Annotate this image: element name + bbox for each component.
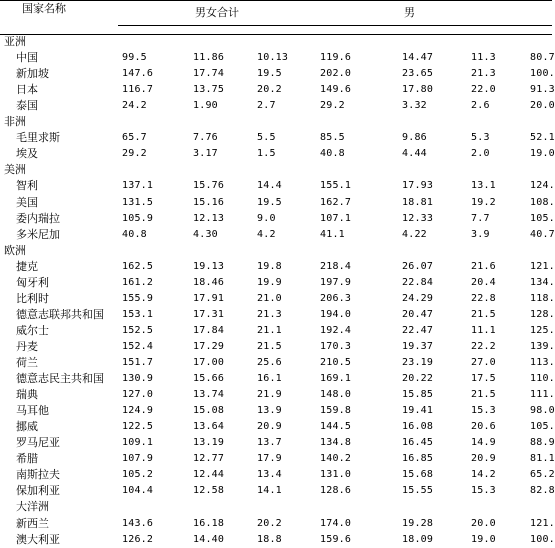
country-name: 荷兰: [16, 356, 38, 369]
value-cell: 23.19: [402, 357, 434, 368]
value-cell: 22.84: [402, 276, 434, 288]
value-cell: 105.9: [122, 212, 154, 224]
country-name: 瑞典: [16, 388, 38, 402]
value-cell: 105.: [530, 212, 555, 224]
region-row: [0, 34, 552, 50]
value-cell: 17.31: [193, 308, 225, 320]
value-cell: 17.84: [193, 324, 225, 336]
value-cell: 17.93: [402, 180, 434, 192]
value-cell: 80.7: [530, 52, 555, 64]
value-cell: 137.1: [122, 180, 154, 192]
value-cell: 20.0: [530, 100, 555, 112]
value-cell: 11.3: [471, 52, 496, 64]
value-cell: 19.0: [530, 148, 555, 160]
value-cell: 18.09: [402, 533, 434, 545]
value-cell: 151.7: [122, 357, 154, 368]
value-cell: 15.16: [193, 196, 225, 208]
value-cell: 128.6: [320, 485, 352, 497]
value-cell: 122.5: [122, 421, 154, 433]
value-cell: 9.0: [257, 212, 276, 224]
value-cell: 134.8: [320, 437, 352, 449]
value-cell: 14.1: [257, 485, 282, 497]
header-country-name: 国家名称: [22, 2, 66, 15]
value-cell: 20.4: [471, 276, 496, 288]
value-cell: 148.0: [320, 389, 352, 401]
table-row: [0, 403, 555, 419]
value-cell: 5.3: [471, 132, 490, 144]
value-cell: 29.2: [122, 148, 147, 160]
value-cell: 139.: [530, 340, 555, 352]
country-name: 丹麦: [16, 339, 38, 353]
country-name: 中国: [16, 51, 38, 65]
value-cell: 88.9: [530, 437, 555, 449]
value-cell: 127.0: [122, 389, 154, 401]
value-cell: 218.4: [320, 260, 352, 272]
value-cell: 21.5: [257, 340, 282, 352]
value-cell: 174.0: [320, 517, 352, 529]
country-name: 德意志联邦共和国: [16, 307, 104, 321]
country-name: 澳大利亚: [16, 532, 60, 546]
value-cell: 162.5: [122, 260, 154, 272]
region-name: 大洋洲: [16, 500, 49, 514]
table-row: [0, 66, 555, 82]
value-cell: 14.9: [471, 437, 496, 449]
top-rule: [0, 0, 552, 1]
value-cell: 11.1: [471, 324, 496, 336]
region-row: [0, 114, 552, 130]
value-cell: 17.29: [193, 340, 225, 352]
value-cell: 113.: [530, 357, 555, 368]
value-cell: 131.5: [122, 196, 154, 208]
value-cell: 22.2: [471, 340, 496, 352]
header-sub-rule: [118, 25, 552, 26]
country-name: 马耳他: [16, 404, 49, 418]
value-cell: 12.58: [193, 485, 225, 497]
value-cell: 12.44: [193, 469, 225, 481]
value-cell: 15.66: [193, 373, 225, 385]
country-name: 比利时: [16, 291, 49, 305]
table-row: [0, 146, 555, 162]
value-cell: 159.8: [320, 405, 352, 417]
value-cell: 20.9: [257, 421, 282, 433]
table-row: [0, 419, 555, 435]
value-cell: 143.6: [122, 517, 154, 529]
country-name: 埃及: [16, 147, 38, 161]
header-group-male: 男: [404, 6, 415, 19]
value-cell: 5.5: [257, 132, 276, 144]
value-cell: 21.3: [257, 308, 282, 320]
value-cell: 17.74: [193, 68, 225, 80]
value-cell: 2.0: [471, 148, 490, 160]
value-cell: 2.7: [257, 100, 276, 112]
value-cell: 16.08: [402, 421, 434, 433]
value-cell: 15.76: [193, 180, 225, 192]
country-name: 保加利亚: [16, 484, 60, 498]
country-name: 德意志民主共和国: [16, 372, 104, 386]
value-cell: 20.6: [471, 421, 496, 433]
country-name: 罗马尼亚: [16, 436, 60, 450]
value-cell: 13.4: [257, 469, 282, 481]
value-cell: 7.7: [471, 212, 490, 224]
value-cell: 19.13: [193, 260, 225, 272]
value-cell: 152.4: [122, 340, 154, 352]
value-cell: 121.: [530, 517, 555, 529]
value-cell: 13.64: [193, 421, 225, 433]
value-cell: 26.07: [402, 260, 434, 272]
table-row: [0, 259, 555, 275]
value-cell: 40.8: [320, 148, 345, 160]
table-row: [0, 178, 555, 194]
value-cell: 82.8: [530, 485, 555, 497]
value-cell: 107.1: [320, 212, 352, 224]
value-cell: 4.22: [402, 228, 427, 240]
table-row: [0, 339, 555, 355]
value-cell: 15.3: [471, 405, 496, 417]
value-cell: 40.8: [122, 228, 147, 240]
value-cell: 16.85: [402, 453, 434, 465]
value-cell: 20.0: [471, 517, 496, 529]
value-cell: 22.8: [471, 292, 496, 304]
table-row: [0, 387, 555, 403]
value-cell: 170.3: [320, 340, 352, 352]
table-row: [0, 130, 555, 146]
country-name: 委内瑞拉: [16, 211, 60, 225]
value-cell: 20.2: [257, 84, 282, 96]
value-cell: 125.: [530, 324, 555, 336]
value-cell: 65.7: [122, 132, 147, 144]
value-cell: 15.55: [402, 485, 434, 497]
value-cell: 20.22: [402, 373, 434, 385]
value-cell: 17.00: [193, 357, 225, 368]
table-row: [0, 98, 555, 114]
value-cell: 105.2: [122, 469, 154, 481]
value-cell: 13.74: [193, 389, 225, 401]
value-cell: 19.37: [402, 340, 434, 352]
value-cell: 3.17: [193, 148, 218, 160]
value-cell: 23.65: [402, 68, 434, 80]
value-cell: 41.1: [320, 228, 345, 240]
country-name: 智利: [16, 179, 38, 193]
table-row: [0, 211, 555, 227]
value-cell: 161.2: [122, 276, 154, 288]
value-cell: 13.1: [471, 180, 496, 192]
table-row: [0, 516, 555, 532]
value-cell: 14.40: [193, 533, 225, 545]
value-cell: 9.86: [402, 132, 427, 144]
value-cell: 4.30: [193, 228, 218, 240]
table-row: [0, 451, 555, 467]
value-cell: 144.5: [320, 421, 352, 433]
value-cell: 210.5: [320, 357, 352, 368]
value-cell: 20.47: [402, 308, 434, 320]
value-cell: 126.2: [122, 533, 154, 545]
value-cell: 15.85: [402, 389, 434, 401]
value-cell: 116.7: [122, 84, 154, 96]
region-row: [0, 499, 552, 515]
value-cell: 22.47: [402, 324, 434, 336]
value-cell: 194.0: [320, 308, 352, 320]
value-cell: 118.: [530, 292, 555, 304]
value-cell: 18.46: [193, 276, 225, 288]
value-cell: 16.45: [402, 437, 434, 449]
table-row: [0, 467, 555, 483]
value-cell: 155.1: [320, 180, 352, 192]
value-cell: 13.9: [257, 405, 282, 417]
value-cell: 149.6: [320, 84, 352, 96]
header-group-total: 男女合计: [195, 6, 239, 19]
value-cell: 85.5: [320, 132, 345, 144]
value-cell: 17.9: [257, 453, 282, 465]
table-row: [0, 323, 555, 339]
country-name: 毛里求斯: [16, 131, 60, 145]
value-cell: 22.0: [471, 84, 496, 96]
value-cell: 197.9: [320, 276, 352, 288]
country-name: 美国: [16, 195, 38, 209]
value-cell: 100.: [530, 68, 555, 80]
value-cell: 98.0: [530, 405, 555, 417]
value-cell: 12.33: [402, 212, 434, 224]
country-name: 多米尼加: [16, 227, 60, 241]
value-cell: 91.3: [530, 84, 555, 96]
value-cell: 1.90: [193, 100, 218, 112]
value-cell: 81.1: [530, 453, 555, 465]
value-cell: 108.: [530, 196, 555, 208]
value-cell: 12.77: [193, 453, 225, 465]
value-cell: 21.6: [471, 260, 496, 272]
value-cell: 15.68: [402, 469, 434, 481]
value-cell: 104.4: [122, 485, 154, 497]
value-cell: 13.75: [193, 84, 225, 96]
region-name: 亚洲: [4, 35, 26, 48]
country-name: 新加坡: [16, 67, 49, 81]
region-row: [0, 243, 552, 259]
value-cell: 20.2: [257, 517, 282, 529]
value-cell: 19.9: [257, 276, 282, 288]
table-row: [0, 195, 555, 211]
value-cell: 147.6: [122, 68, 154, 80]
value-cell: 202.0: [320, 68, 352, 80]
value-cell: 17.91: [193, 292, 225, 304]
value-cell: 119.6: [320, 52, 352, 64]
value-cell: 19.5: [257, 68, 282, 80]
value-cell: 19.2: [471, 196, 496, 208]
value-cell: 153.1: [122, 308, 154, 320]
table-row: [0, 50, 555, 66]
value-cell: 130.9: [122, 373, 154, 385]
country-name: 新西兰: [16, 516, 49, 530]
value-cell: 19.8: [257, 260, 282, 272]
region-name: 非洲: [4, 115, 26, 129]
value-cell: 206.3: [320, 292, 352, 304]
table-row: [0, 307, 555, 323]
value-cell: 19.41: [402, 405, 434, 417]
value-cell: 52.1: [530, 132, 555, 144]
value-cell: 16.1: [257, 373, 282, 385]
value-cell: 192.4: [320, 324, 352, 336]
value-cell: 19.28: [402, 517, 434, 529]
value-cell: 21.0: [257, 292, 282, 304]
value-cell: 2.6: [471, 100, 490, 112]
value-cell: 3.9: [471, 228, 490, 240]
value-cell: 19.5: [257, 196, 282, 208]
value-cell: 24.29: [402, 292, 434, 304]
value-cell: 14.2: [471, 469, 496, 481]
country-name: 希腊: [16, 452, 38, 466]
value-cell: 16.18: [193, 517, 225, 529]
table-row: [0, 275, 555, 291]
country-name: 匈牙利: [16, 275, 49, 289]
value-cell: 131.0: [320, 469, 352, 481]
value-cell: 15.3: [471, 485, 496, 497]
value-cell: 21.1: [257, 324, 282, 336]
value-cell: 15.08: [193, 405, 225, 417]
value-cell: 100.: [530, 533, 555, 545]
value-cell: 65.2: [530, 469, 555, 481]
region-name: 美洲: [4, 163, 26, 177]
value-cell: 134.: [530, 276, 555, 288]
value-cell: 121.: [530, 260, 555, 272]
value-cell: 7.76: [193, 132, 218, 144]
value-cell: 17.5: [471, 373, 496, 385]
value-cell: 124.: [530, 180, 555, 192]
value-cell: 155.9: [122, 292, 154, 304]
value-cell: 99.5: [122, 52, 147, 64]
value-cell: 25.6: [257, 357, 282, 368]
country-name: 挪威: [16, 420, 38, 434]
value-cell: 19.0: [471, 533, 496, 545]
region-name: 欧洲: [4, 243, 26, 257]
region-row: [0, 162, 552, 178]
value-cell: 21.3: [471, 68, 496, 80]
table-row: [0, 371, 555, 387]
value-cell: 110.: [530, 373, 555, 385]
value-cell: 18.8: [257, 533, 282, 545]
table-row: [0, 227, 555, 243]
value-cell: 13.19: [193, 437, 225, 449]
table-row: [0, 291, 555, 307]
value-cell: 12.13: [193, 212, 225, 224]
value-cell: 124.9: [122, 405, 154, 417]
value-cell: 109.1: [122, 437, 154, 449]
value-cell: 14.4: [257, 180, 282, 192]
value-cell: 162.7: [320, 196, 352, 208]
value-cell: 40.7: [530, 228, 555, 240]
value-cell: 105.: [530, 421, 555, 433]
value-cell: 18.81: [402, 196, 434, 208]
value-cell: 13.7: [257, 437, 282, 449]
table-row: [0, 355, 555, 371]
value-cell: 169.1: [320, 373, 352, 385]
country-name: 南斯拉夫: [16, 468, 60, 482]
country-name: 捷克: [16, 259, 38, 273]
value-cell: 29.2: [320, 100, 345, 112]
table-row: [0, 532, 555, 548]
value-cell: 4.2: [257, 228, 276, 240]
value-cell: 20.9: [471, 453, 496, 465]
value-cell: 21.9: [257, 389, 282, 401]
value-cell: 3.32: [402, 100, 427, 112]
value-cell: 107.9: [122, 453, 154, 465]
value-cell: 4.44: [402, 148, 427, 160]
value-cell: 21.5: [471, 308, 496, 320]
value-cell: 17.80: [402, 84, 434, 96]
value-cell: 111.: [530, 389, 555, 401]
value-cell: 24.2: [122, 100, 147, 112]
table-row: [0, 483, 555, 499]
value-cell: 128.: [530, 308, 555, 320]
country-name: 日本: [16, 83, 38, 97]
value-cell: 11.86: [193, 52, 225, 64]
value-cell: 152.5: [122, 324, 154, 336]
table-row: [0, 82, 555, 98]
value-cell: 140.2: [320, 453, 352, 465]
value-cell: 10.13: [257, 52, 289, 64]
country-name: 泰国: [16, 99, 38, 113]
value-cell: 1.5: [257, 148, 276, 160]
country-name: 威尔士: [16, 323, 49, 337]
value-cell: 27.0: [471, 357, 496, 368]
value-cell: 21.5: [471, 389, 496, 401]
value-cell: 159.6: [320, 533, 352, 545]
table-row: [0, 435, 555, 451]
value-cell: 14.47: [402, 52, 434, 64]
